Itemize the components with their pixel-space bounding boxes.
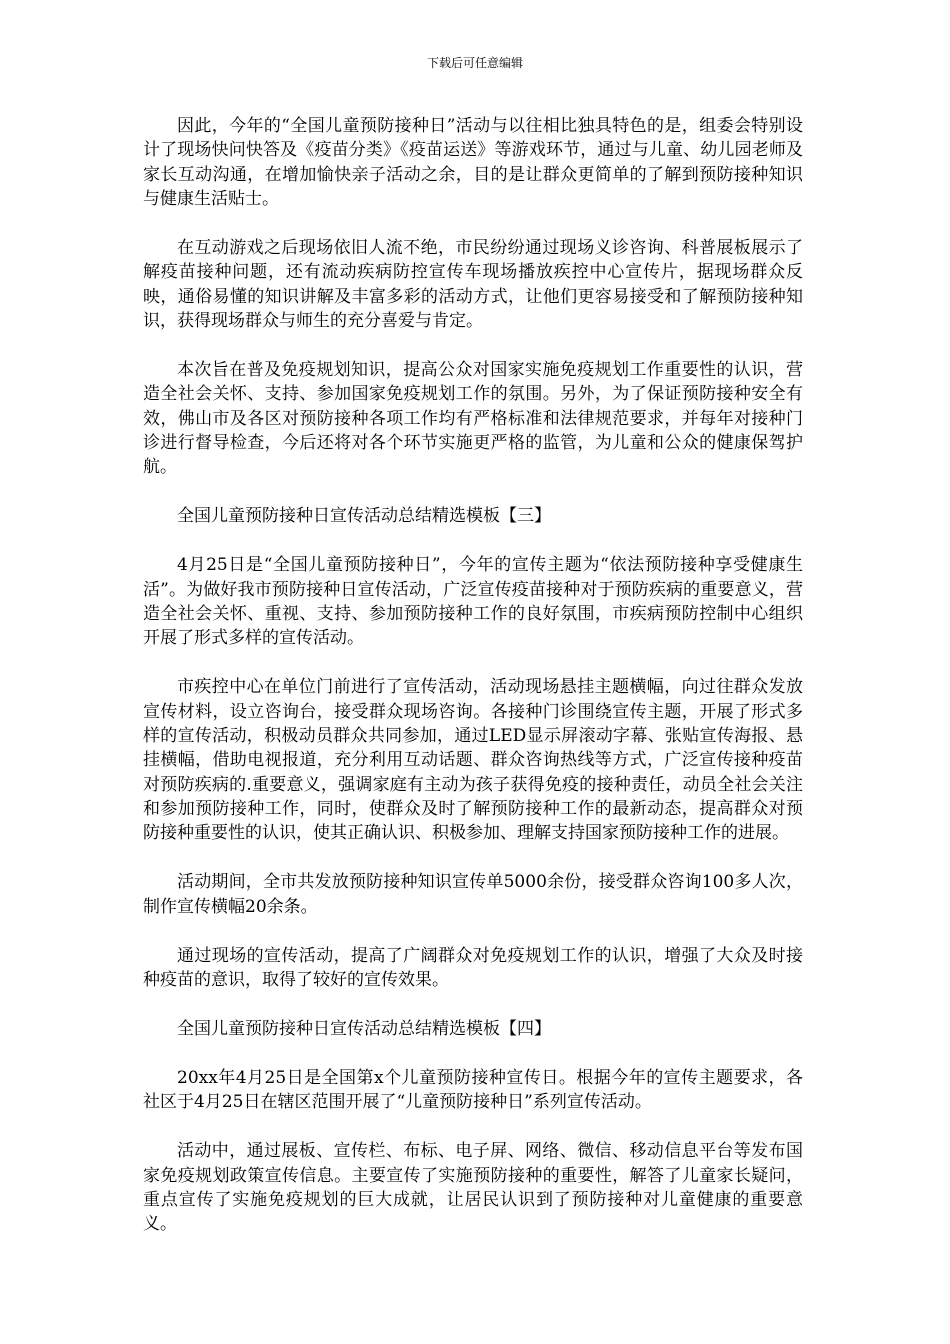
- paragraph-7: 通过现场的宣传活动，提高了广阔群众对免疫规划工作的认识，增强了大众及时接种疫苗的意识，取得了较好的宣传效果。: [143, 945, 803, 990]
- paragraph-5: 市疾控中心在单位门前进行了宣传活动，活动现场悬挂主题横幅，向过往群众发放宣传材料，设立咨询台，接受群众现场咨询。各接种门诊围绕宣传主题，开展了形式多样的宣传活动，积极动员群众共同参加，通过LED显示屏滚动字幕、张贴宣传海报、悬挂横幅，借助电视报道，充分利用互动话题、群众咨询热线等方式，广泛宣传接种疫苗对预防疾病的.重要意义，强调家庭有主动为孩子获得免疫的接种责任，动员全社会关注和参加预防接种工作，同时，使群众及时了解预防接种工作的最新动态，提高群众对预防接种重要性的认识，使其正确认识、积极参加、理解支持国家预防接种工作的进展。: [143, 677, 803, 844]
- paragraph-2: 在互动游戏之后现场依旧人流不绝，市民纷纷通过现场义诊咨询、科普展板展示了解疫苗接种问题，还有流动疾病防控宣传车现场播放疾控中心宣传片，据现场群众反映，通俗易懂的知识讲解及丰富多彩的活动方式，让他们更容易接受和了解预防接种知识，获得现场群众与师生的充分喜爱与肯定。: [143, 237, 803, 331]
- paragraph-1: 因此，今年的“全国儿童预防接种日”活动与以往相比独具特色的是，组委会特别设计了现场快问快答及《疫苗分类》《疫苗运送》等游戏环节，通过与儿童、幼儿园老师及家长互动沟通，在增加愉快亲子活动之余，目的是让群众更简单的了解到预防接种知识与健康生活贴士。: [143, 116, 803, 209]
- paragraph-3: 本次旨在普及免疫规划知识，提高公众对国家实施免疫规划工作重要性的认识，营造全社会关怀、支持、参加国家免疫规划工作的氛围。另外，为了保证预防接种安全有效，佛山市及各区对预防接种各项工作均有严格标准和法律规范要求，并每年对接种门诊进行督导检查，今后还将对各个环节实施更严格的监管，为儿童和公众的健康保驾护航。: [143, 359, 803, 478]
- paragraph-4: 4月25日是“全国儿童预防接种日”，今年的宣传主题为“依法预防接种享受健康生活”。为做好我市预防接种日宣传活动，广泛宣传疫苗接种对于预防疾病的重要意义，营造全社会关怀、重视、支持、参加预防接种工作的良好氛围，市疾病预防控制中心组织开展了形式多样的宣传活动。: [143, 555, 803, 649]
- paragraph-6: 活动期间，全市共发放预防接种知识宣传单5000余份，接受群众咨询100多人次，制作宣传横幅20余条。: [143, 872, 803, 917]
- paragraph-9: 活动中，通过展板、宣传栏、布标、电子屏、网络、微信、移动信息平台等发布国家免疫规划政策宣传信息。主要宣传了实施预防接种的重要性，解答了儿童家长疑问，重点宣传了实施免疫规划的巨大成就，让居民认识到了预防接种对儿童健康的重要意义。: [143, 1141, 803, 1235]
- page-header: 下载后可任意编辑: [426, 56, 523, 70]
- paragraph-8: 20xx年4月25日是全国第x个儿童预防接种宣传日。根据今年的宣传主题要求，各社区于4月25日在辖区范围开展了“儿童预防接种日”系列宣传活动。: [143, 1068, 803, 1113]
- document-body: [143, 114, 803, 1261]
- section-heading-4: 全国儿童预防接种日宣传活动总结精选模板【四】: [177, 1018, 551, 1039]
- section-heading-3: 全国儿童预防接种日宣传活动总结精选模板【三】: [177, 506, 551, 527]
